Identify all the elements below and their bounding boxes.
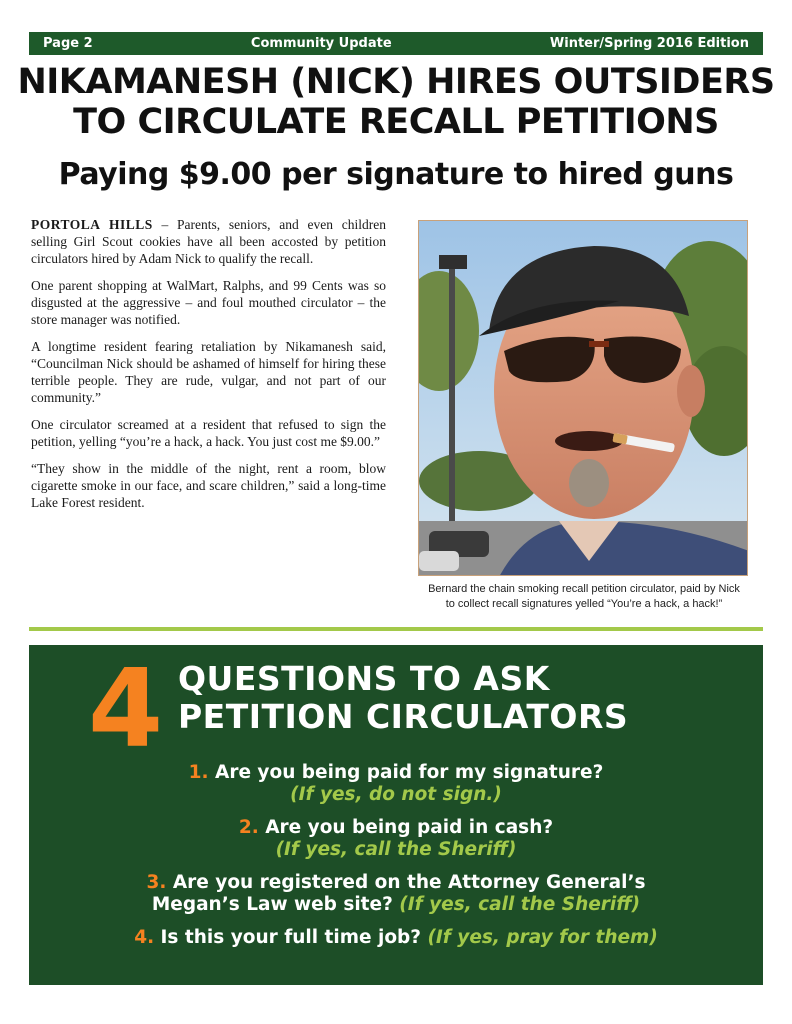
questions-title-line-1: QUESTIONS TO ASK: [178, 659, 550, 698]
questions-list: [29, 762, 763, 960]
question-number: 1.: [188, 762, 209, 783]
question-advice: (If yes, do not sign.): [290, 784, 502, 805]
photo-caption: [414, 582, 754, 612]
headline-line-1: NIKAMANESH (NICK) HIRES OUTSIDERS: [17, 62, 775, 102]
header-bar: [29, 32, 763, 55]
edition-label: Winter/Spring 2016 Edition: [549, 36, 749, 51]
photo-illustration: [419, 221, 748, 576]
question-advice: (If yes, pray for them): [427, 927, 658, 948]
question-advice: (If yes, call the Sheriff): [275, 839, 517, 860]
questions-title: [178, 660, 628, 736]
question-text: Are you being paid in cash?: [258, 817, 554, 838]
article-paragraph: One circulator screamed at a resident that refused to sign the petition, yelling “you’re a hack, a hack. You just cost me $9.00.”: [31, 417, 386, 449]
headline-line-2: TO CIRCULATE RECALL PETITIONS: [73, 102, 719, 142]
article-paragraph: One parent shopping at WalMart, Ralphs, and 99 Cents was so disgusted at the aggressive – and foul mouthed circulator – the store manager was notified.: [31, 278, 386, 327]
article-paragraph: “They show in the middle of the night, rent a room, blow cigarette smoke in our face, and scare children,” said a long-time Lake Forest resident.: [31, 461, 386, 510]
question-text-line-2: Megan’s Law web site?: [151, 894, 393, 915]
questions-number: 4: [88, 647, 164, 772]
subheadline: Paying $9.00 per signature to hired guns: [58, 157, 734, 192]
caption-line-2: to collect recall signatures yelled “You’re a hack, a hack!”: [445, 598, 723, 610]
question-number: 2.: [238, 817, 259, 838]
question-text: Is this your full time job?: [154, 927, 422, 948]
question-number: 4.: [134, 927, 155, 948]
article-paragraph: A longtime resident fearing retaliation by Nikamanesh said, “Councilman Nick should be ashamed of himself for hiring these terrible people. They are rude, vulgar, and not part of our community.”: [31, 339, 386, 405]
question-advice: (If yes, call the Sheriff): [399, 894, 641, 915]
dateline: PORTOLA HILLS: [31, 217, 153, 232]
questions-title-line-2: PETITION CIRCULATORS: [178, 697, 629, 736]
page-number: Page 2: [43, 36, 93, 51]
caption-line-1: Bernard the chain smoking recall petition circulator, paid by Nick: [428, 583, 740, 595]
question-item: [29, 762, 763, 806]
article-body: [31, 216, 386, 521]
question-item: [29, 872, 763, 916]
question-item: [29, 817, 763, 861]
question-item: [29, 927, 763, 949]
headline: [0, 62, 792, 142]
circulator-photo: [418, 220, 748, 576]
article-paragraph: PORTOLA HILLS – Parents, seniors, and even children selling Girl Scout cookies have all been accosted by petition circulators hired by Adam Nick to qualify the recall.: [31, 217, 386, 266]
question-text: Are you registered on the Attorney General’s: [166, 872, 646, 893]
question-text: Are you being paid for my signature?: [208, 762, 604, 783]
section-divider: [29, 627, 763, 631]
newsletter-title: Community Update: [250, 36, 392, 51]
question-number: 3.: [146, 872, 167, 893]
